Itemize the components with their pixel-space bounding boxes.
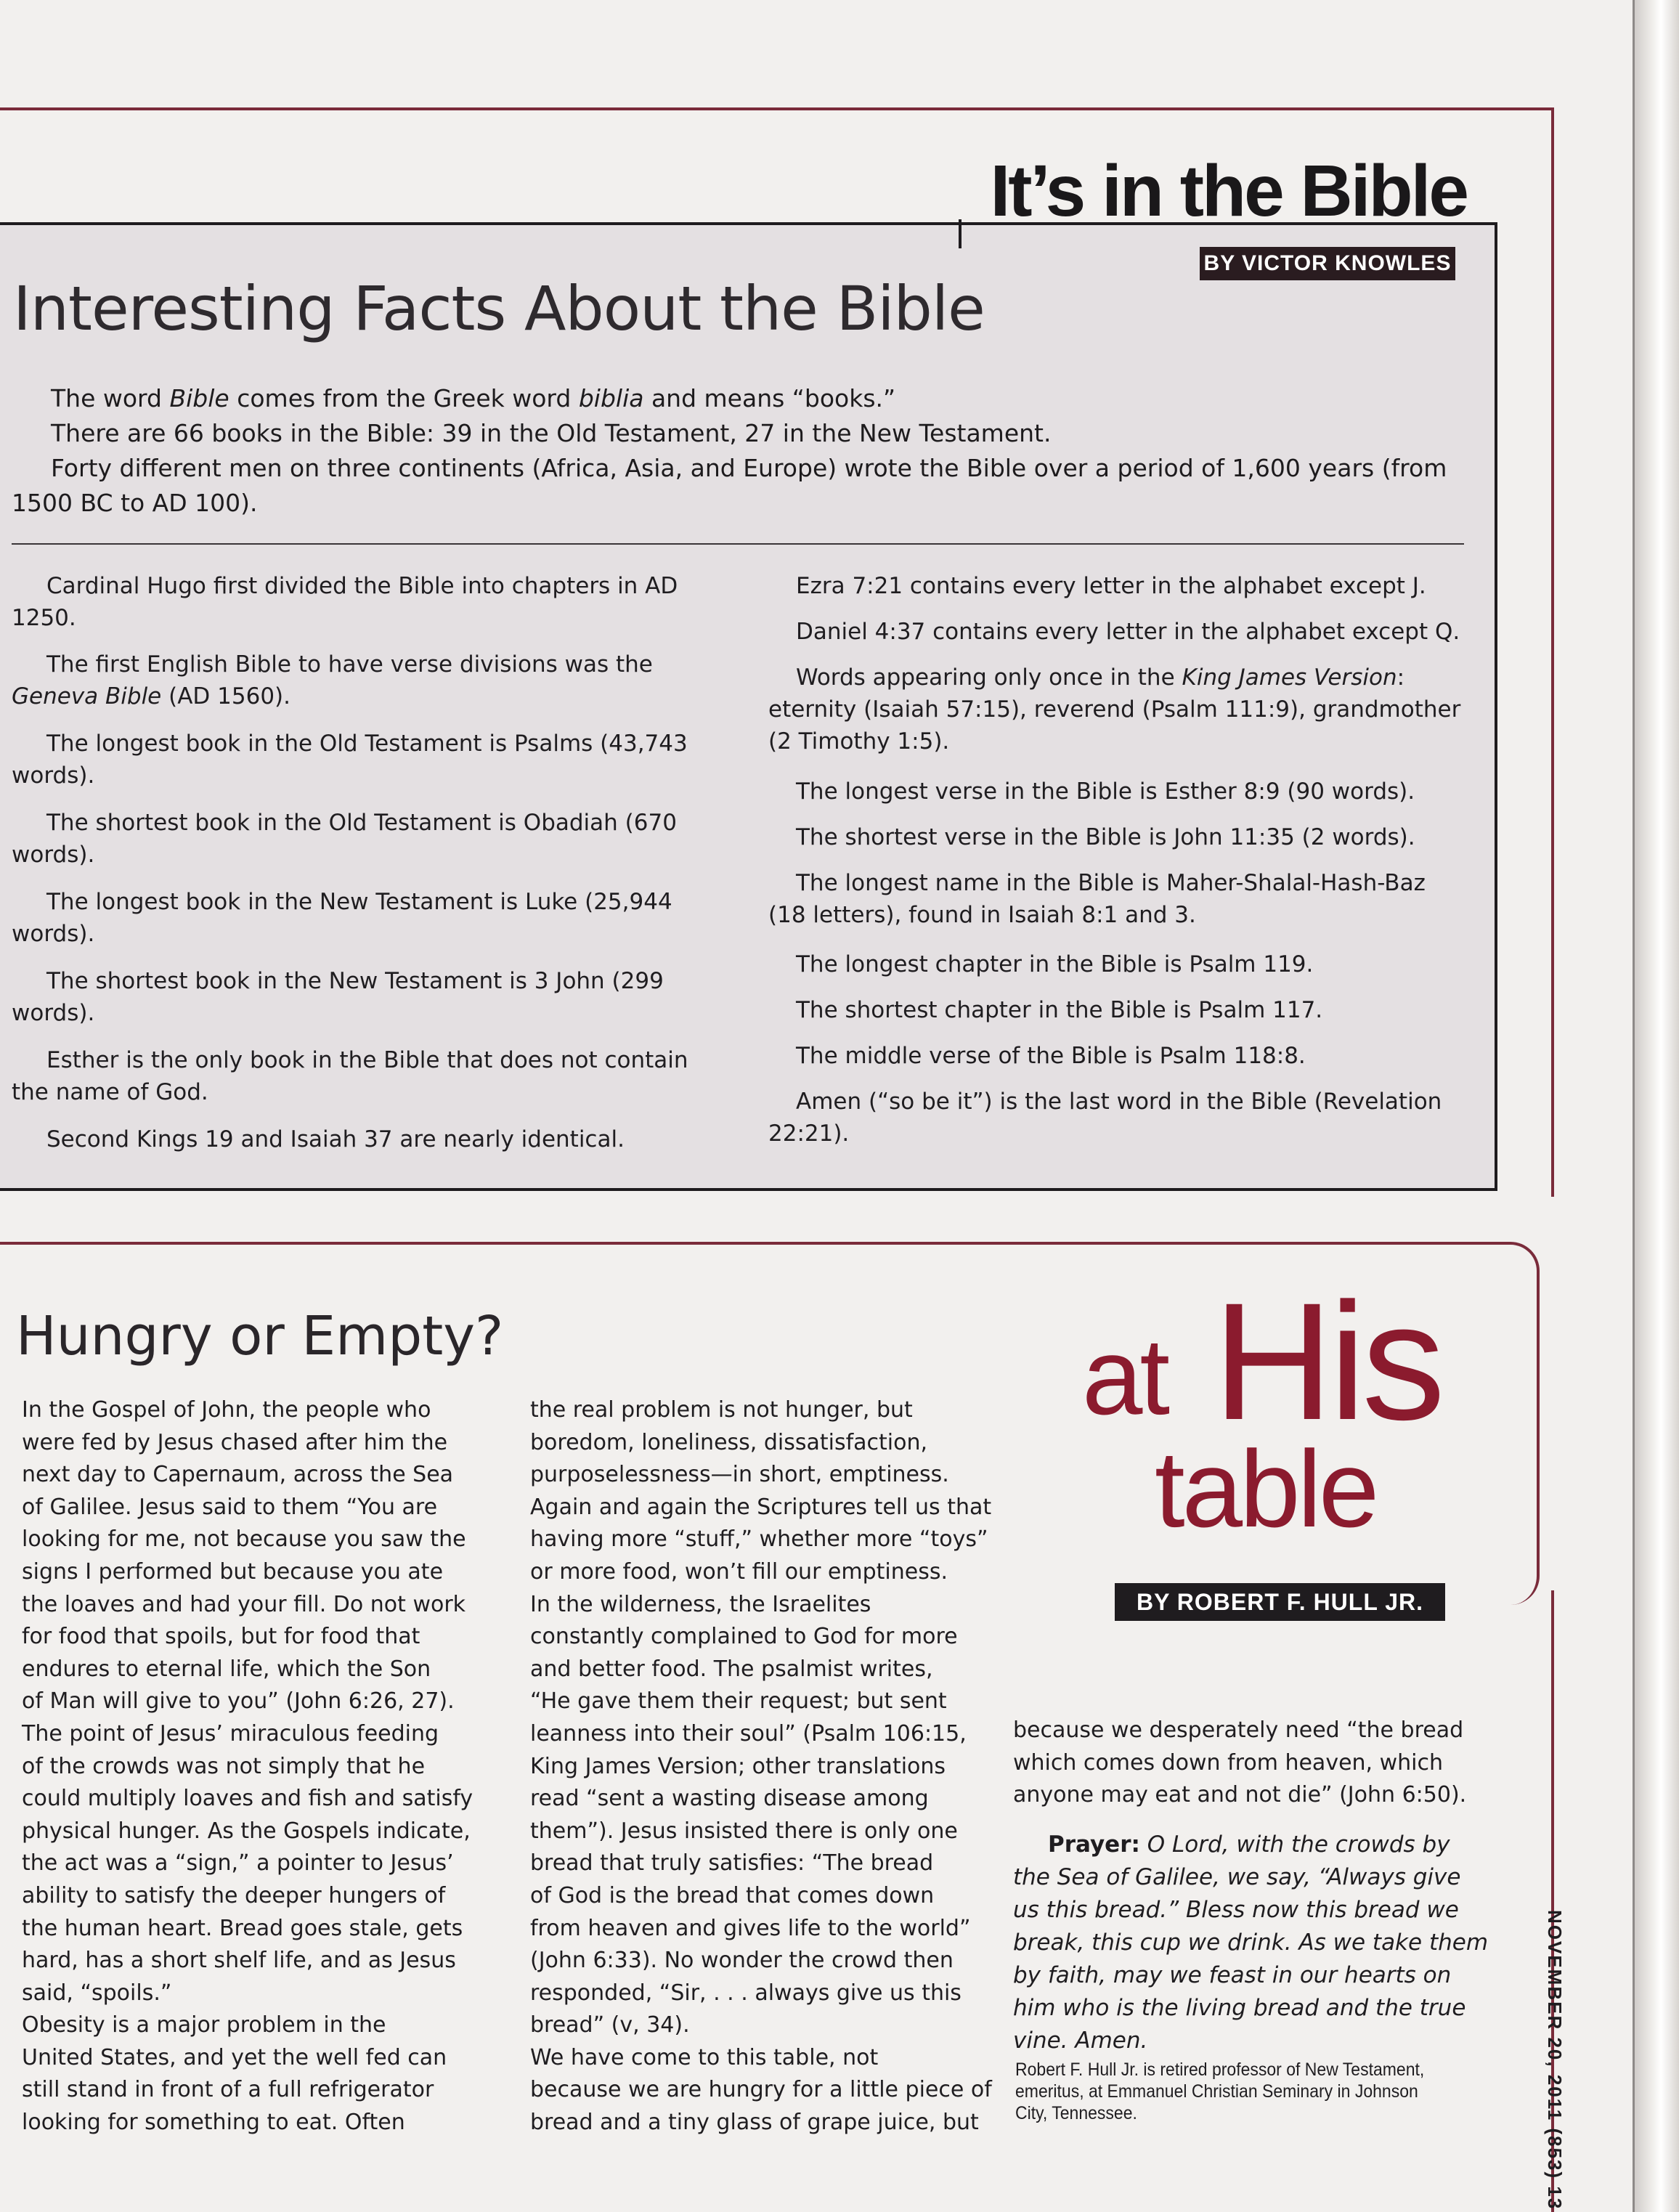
intro-line: The word Bible comes from the Greek word biblia and means “books.” xyxy=(51,384,896,412)
fact-item: The middle verse of the Bible is Psalm 118:8. xyxy=(796,1043,1306,1069)
section-frame-tab xyxy=(1467,1242,1540,1605)
prayer xyxy=(1013,1829,1492,2057)
fact-item: The first English Bible to have verse divisions was the Geneva Bible (AD 1560). xyxy=(12,651,653,709)
prayer-text: O Lord, with the crowds by the Sea of Galilee, we say, “Always give us this bread.” Bless now this bread we break, this cup we drink. As we take them by faith, may we feast in our hearts on him who is the living bread and the true vine. Amen. xyxy=(1013,1831,1489,2054)
intro-line: 1500 BC to AD 100). xyxy=(12,489,258,517)
fact-item: Amen (“so be it”) is the last word in the Bible (Revelation 22:21). xyxy=(768,1089,1442,1147)
column-logo-at: at xyxy=(1082,1315,1168,1437)
article-title: Hungry or Empty? xyxy=(16,1305,504,1367)
page-edge xyxy=(1634,0,1679,2212)
page-edge-line xyxy=(1633,0,1635,2212)
fact-item: Words appearing only once in the King James Version: eternity (Isaiah 57:15), reverend (Psalm 111:9), grandmother (2 Timothy 1:5). xyxy=(768,664,1461,755)
fact-item: The longest name in the Bible is Maher-Shalal-Hash-Baz (18 letters), found in Isaiah 8:1 and 3. xyxy=(768,870,1426,928)
article-column-3: because we desperately need “the bread which comes down from heaven, which anyone may eat and not die” (John 6:50). xyxy=(1013,1717,1467,1808)
fact-item: The longest chapter in the Bible is Psalm 119. xyxy=(796,951,1314,977)
column-logo-his: His xyxy=(1213,1268,1442,1455)
fact-item: Esther is the only book in the Bible that does not contain the name of God. xyxy=(12,1047,688,1105)
prayer-label: Prayer: xyxy=(1048,1831,1140,1858)
divider xyxy=(12,543,1464,545)
section-frame-top xyxy=(0,1242,1511,1245)
fact-item: The longest book in the New Testament is Luke (25,944 words). xyxy=(12,889,672,947)
fact-item: The shortest book in the Old Testament is Obadiah (670 words). xyxy=(12,810,677,868)
byline-victor-knowles: BY VICTOR KNOWLES xyxy=(1200,247,1455,280)
fact-item: Daniel 4:37 contains every letter in the alphabet except Q. xyxy=(796,619,1460,645)
page-folio: NOVEMBER 20, 2011 (853) 13 xyxy=(1544,1910,1566,2211)
fact-item: The longest verse in the Bible is Esther 8:9 (90 words). xyxy=(796,778,1415,805)
article-column-1: In the Gospel of John, the people who were fed by Jesus chased after him the next day to Capernaum, across the Sea of Galilee. Jesus said to them “You are looking for me, not because you saw the signs I performed but because you ate the loaves and had your fill. Do not work for food that spoils, but for food that endures to eternal life, which the Son of Man will give to you” (John 6:26, 27). The point of Jesus’ miraculous feeding of the crowds was not simply that he could multiply loaves and fish and satisfy physical hunger. As the Gospels indicate, the act was a “sign,” a pointer to Jesus’ ability to satisfy the deeper hungers of the human heart. Bread goes stale, gets hard, has a short shelf life, and as Jesus said, “spoils.” Obesity is a major problem in the United States, and yet the well fed can still stand in front of a full refrigerator looking for something to eat. Often xyxy=(22,1397,473,2136)
fact-item: The shortest chapter in the Bible is Psalm 117. xyxy=(796,997,1323,1023)
intro-line: There are 66 books in the Bible: 39 in the Old Testament, 27 in the New Testament. xyxy=(51,419,1052,447)
series-title: It’s in the Bible xyxy=(990,150,1467,232)
fact-item: The shortest verse in the Bible is John 11:35 (2 words). xyxy=(796,824,1415,850)
column-logo-table: table xyxy=(1155,1428,1377,1550)
article-column-2: the real problem is not hunger, but boredom, loneliness, dissatisfaction, purposelessness—in short, emptiness. Again and again the Scriptures tell us that having more “stuff,” whether more “toys” or more food, won’t fill our emptiness. In the wilderness, the Israelites constantly complained to God for more and better food. The psalmist writes, “He gave them their request; but sent leanness into their soul” (Psalm 106:15, King James Version; other translations read “sent a wasting disease among them”). Jesus insisted there is only one bread that truly satisfies: “The bread of God is the bread that comes down from heaven and gives life to the world” (John 6:33). No wonder the crowd then responded, “Sir, . . . always give us this bread” (v, 34). We have come to this table, not because we are hungry for a little piece of bread and a tiny glass of grape juice, but xyxy=(530,1397,992,2136)
fact-item: Second Kings 19 and Isaiah 37 are nearly identical. xyxy=(46,1126,625,1152)
fact-item: The shortest book in the New Testament is 3 John (299 words). xyxy=(12,968,664,1026)
intro-line: Forty different men on three continents (Africa, Asia, and Europe) wrote the Bible over a period of 1,600 years (from xyxy=(51,454,1447,482)
byline-robert-hull: BY ROBERT F. HULL JR. xyxy=(1115,1583,1445,1621)
fact-item: Ezra 7:21 contains every letter in the alphabet except J. xyxy=(796,573,1426,599)
fact-item: Cardinal Hugo first divided the Bible into chapters in AD 1250. xyxy=(12,573,678,631)
section-frame-right xyxy=(1551,107,1554,1197)
author-bio: Robert F. Hull Jr. is retired professor of New Testament, emeritus, at Emmanuel Christian Seminary in Johnson City, Tennessee. xyxy=(1015,2059,1425,2123)
section-frame-top xyxy=(0,107,1554,110)
facts-heading: Interesting Facts About the Bible xyxy=(13,273,985,344)
fact-item: The longest book in the Old Testament is Psalms (43,743 words). xyxy=(12,731,688,789)
